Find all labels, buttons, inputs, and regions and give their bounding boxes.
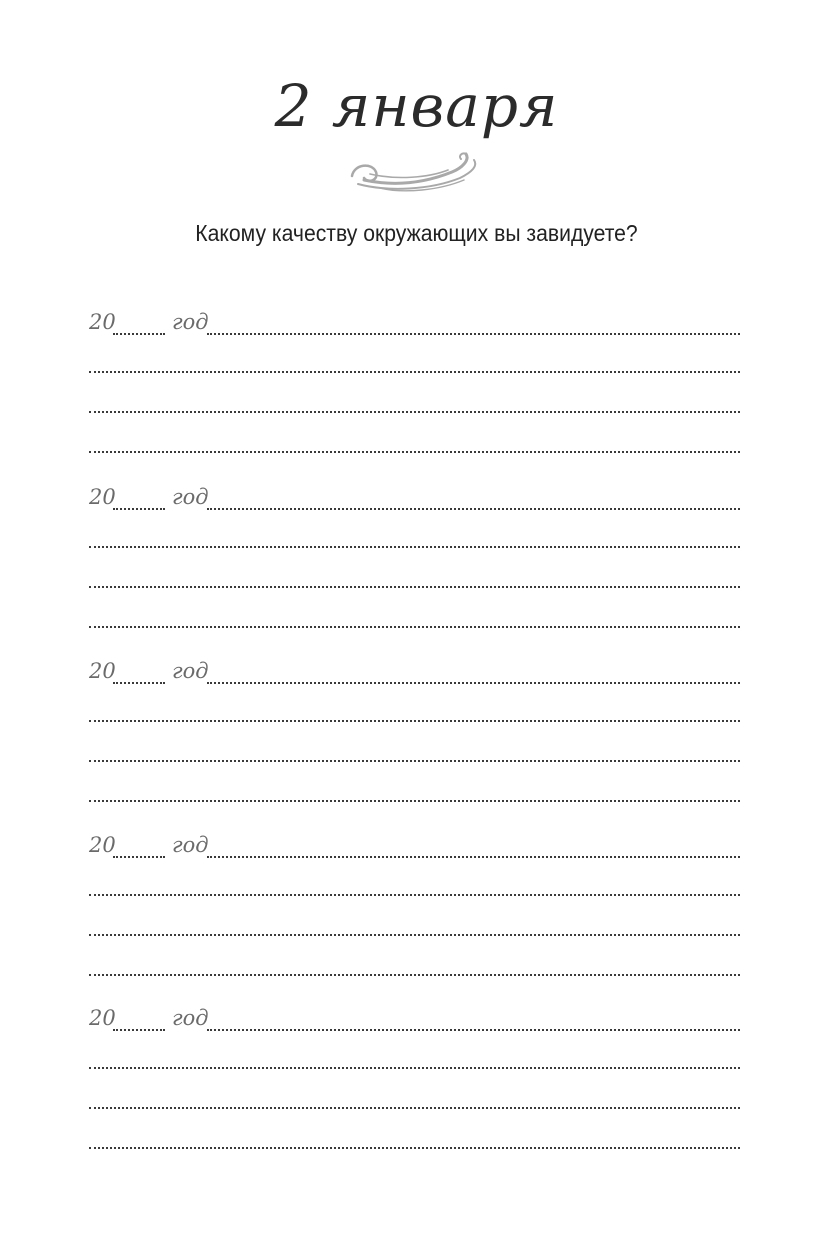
- year-word-label: год: [172, 485, 209, 509]
- entry-header-row[interactable]: [89, 999, 740, 1039]
- answer-line[interactable]: [89, 1067, 740, 1069]
- year-prefix-label: 20: [89, 1006, 116, 1030]
- year-word-label: год: [172, 1006, 209, 1030]
- answer-line[interactable]: [207, 856, 740, 858]
- answer-line[interactable]: [89, 626, 740, 628]
- year-input-line[interactable]: [113, 682, 165, 684]
- year-input-line[interactable]: [113, 333, 165, 335]
- journal-question: Какому качеству окружающих вы завидуете?: [195, 220, 638, 246]
- answer-line[interactable]: [89, 546, 740, 548]
- entry-header-row[interactable]: [89, 826, 740, 866]
- answer-line[interactable]: [207, 1029, 740, 1031]
- entry-header-row[interactable]: [89, 303, 740, 343]
- entry-header-row[interactable]: [89, 652, 740, 692]
- answer-line[interactable]: [89, 1147, 740, 1149]
- year-input-line[interactable]: [113, 856, 165, 858]
- answer-line[interactable]: [89, 760, 740, 762]
- answer-line[interactable]: [89, 451, 740, 453]
- year-prefix-label: 20: [89, 659, 116, 683]
- flourish-ornament-icon: [344, 150, 482, 194]
- entry-header-row[interactable]: [89, 478, 740, 518]
- page-date-title: 2 января: [274, 72, 559, 140]
- answer-line[interactable]: [89, 974, 740, 976]
- year-word-label: год: [172, 833, 209, 857]
- answer-line[interactable]: [207, 333, 740, 335]
- answer-line[interactable]: [89, 586, 740, 588]
- answer-line[interactable]: [207, 508, 740, 510]
- year-input-line[interactable]: [113, 1029, 165, 1031]
- answer-line[interactable]: [207, 682, 740, 684]
- year-prefix-label: 20: [89, 485, 116, 509]
- year-prefix-label: 20: [89, 833, 116, 857]
- answer-line[interactable]: [89, 934, 740, 936]
- answer-line[interactable]: [89, 411, 740, 413]
- answer-line[interactable]: [89, 720, 740, 722]
- year-word-label: год: [172, 659, 209, 683]
- year-input-line[interactable]: [113, 508, 165, 510]
- answer-line[interactable]: [89, 371, 740, 373]
- answer-line[interactable]: [89, 800, 740, 802]
- answer-line[interactable]: [89, 894, 740, 896]
- year-word-label: год: [172, 310, 209, 334]
- answer-line[interactable]: [89, 1107, 740, 1109]
- year-prefix-label: 20: [89, 310, 116, 334]
